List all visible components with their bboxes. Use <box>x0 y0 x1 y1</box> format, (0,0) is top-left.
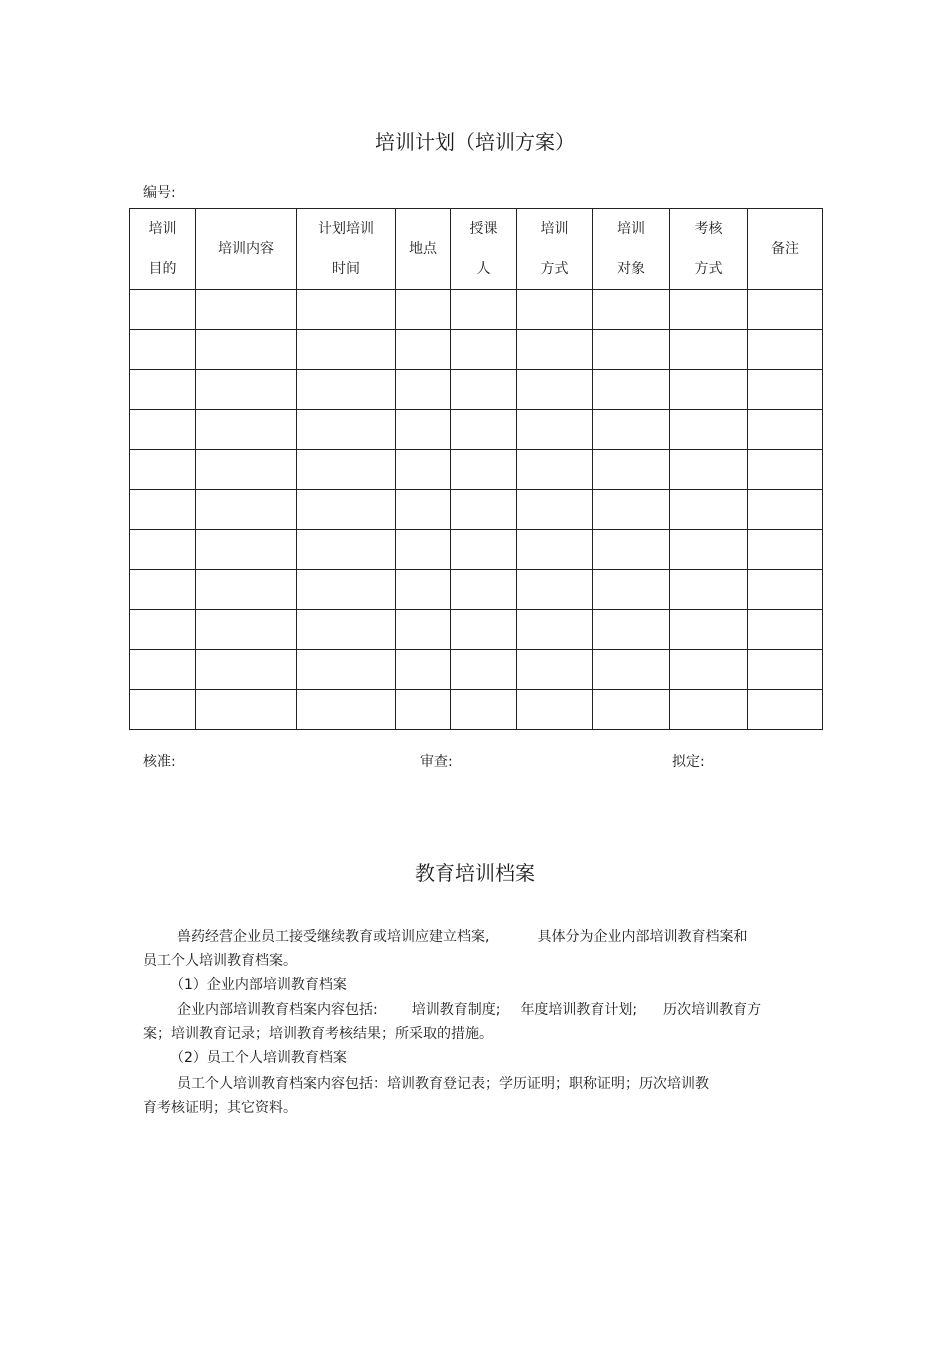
table-cell <box>451 650 517 690</box>
table-cell <box>593 330 670 370</box>
table-cell <box>396 530 451 570</box>
table-cell <box>517 530 593 570</box>
table-cell <box>130 450 196 490</box>
table-row <box>130 690 823 730</box>
table-cell <box>593 650 670 690</box>
table-cell <box>451 450 517 490</box>
table-cell <box>748 530 823 570</box>
table-cell <box>517 330 593 370</box>
archive-title: 教育培训档案 <box>415 861 535 885</box>
serial-number-label: 编号: <box>143 185 176 201</box>
table-cell <box>297 290 396 330</box>
table-cell <box>748 450 823 490</box>
table-cell <box>297 610 396 650</box>
table-cell <box>517 650 593 690</box>
table-row <box>130 370 823 410</box>
table-cell <box>517 610 593 650</box>
table-cell <box>396 450 451 490</box>
table-cell <box>748 690 823 730</box>
table-cell <box>670 690 748 730</box>
table-row <box>130 530 823 570</box>
table-cell <box>396 650 451 690</box>
table-cell <box>593 490 670 530</box>
table-cell <box>396 330 451 370</box>
header-assessment: 考核 方式 <box>670 209 748 290</box>
paragraph-3-line-1: 员工个人培训教育档案内容包括：培训教育登记表；学历证明；职称证明；历次培训教 <box>177 1076 709 1092</box>
table-cell <box>593 610 670 650</box>
table-cell <box>297 490 396 530</box>
table-cell <box>196 410 297 450</box>
table-cell <box>593 370 670 410</box>
table-cell <box>130 610 196 650</box>
table-cell <box>396 490 451 530</box>
table-cell <box>451 690 517 730</box>
header-instructor: 授课 人 <box>451 209 517 290</box>
table-body <box>130 290 823 730</box>
table-cell <box>670 490 748 530</box>
table-cell <box>130 530 196 570</box>
paragraph-2-line-1: 企业内部培训教育档案内容包括: 培训教育制度; 年度培训教育计划; 历次培训教育方 <box>177 1002 762 1018</box>
heading-internal-archive: （1）企业内部培训教育档案 <box>170 977 347 993</box>
header-content: 培训内容 <box>196 209 297 290</box>
table-cell <box>396 610 451 650</box>
table-cell <box>297 410 396 450</box>
table-cell <box>748 410 823 450</box>
table-cell <box>451 610 517 650</box>
header-remarks: 备注 <box>748 209 823 290</box>
table-row <box>130 410 823 450</box>
table-cell <box>196 370 297 410</box>
table-cell <box>130 690 196 730</box>
table-cell <box>670 410 748 450</box>
table-cell <box>451 410 517 450</box>
table-cell <box>396 570 451 610</box>
table-cell <box>748 370 823 410</box>
table-cell <box>196 290 297 330</box>
table-row <box>130 570 823 610</box>
table-cell <box>593 570 670 610</box>
table-cell <box>517 450 593 490</box>
paragraph-2-line-2: 案；培训教育记录；培训教育考核结果；所采取的措施。 <box>143 1026 493 1042</box>
table-cell <box>670 650 748 690</box>
heading-personal-archive: （2）员工个人培训教育档案 <box>170 1050 347 1066</box>
table-cell <box>670 450 748 490</box>
table-row <box>130 330 823 370</box>
table-cell <box>196 570 297 610</box>
table-cell <box>130 330 196 370</box>
table-cell <box>593 410 670 450</box>
table-cell <box>517 370 593 410</box>
table-cell <box>670 530 748 570</box>
table-row <box>130 450 823 490</box>
table-cell <box>670 290 748 330</box>
table-cell <box>451 490 517 530</box>
header-method: 培训 方式 <box>517 209 593 290</box>
table-cell <box>451 570 517 610</box>
table-cell <box>451 370 517 410</box>
table-cell <box>670 370 748 410</box>
table-cell <box>196 650 297 690</box>
table-cell <box>130 650 196 690</box>
table-cell <box>396 690 451 730</box>
table-cell <box>748 650 823 690</box>
table-cell <box>748 610 823 650</box>
table-cell <box>593 450 670 490</box>
table-cell <box>396 290 451 330</box>
table-cell <box>297 330 396 370</box>
table-cell <box>517 290 593 330</box>
table-cell <box>130 570 196 610</box>
table-row <box>130 490 823 530</box>
table-cell <box>196 610 297 650</box>
plan-title: 培训计划（培训方案） <box>375 130 575 154</box>
table-cell <box>130 410 196 450</box>
header-purpose: 培训 目的 <box>130 209 196 290</box>
training-plan-table <box>129 208 823 730</box>
table-cell <box>670 570 748 610</box>
paragraph-1-line-2: 员工个人培训教育档案。 <box>143 953 297 969</box>
table-cell <box>451 330 517 370</box>
table-cell <box>593 290 670 330</box>
approve-label: 核准: <box>143 754 176 770</box>
paragraph-1-line-1: 兽药经营企业员工接受继续教育或培训应建立档案, 具体分为企业内部培训教育档案和 <box>177 929 748 945</box>
table-cell <box>748 290 823 330</box>
table-cell <box>196 530 297 570</box>
table-cell <box>297 450 396 490</box>
table-cell <box>297 570 396 610</box>
table-cell <box>517 570 593 610</box>
table-cell <box>297 530 396 570</box>
table-cell <box>517 490 593 530</box>
table-cell <box>130 370 196 410</box>
table-cell <box>670 610 748 650</box>
table-cell <box>130 490 196 530</box>
table-cell <box>517 410 593 450</box>
header-target: 培训 对象 <box>593 209 670 290</box>
table-row <box>130 610 823 650</box>
header-planned-time: 计划培训 时间 <box>297 209 396 290</box>
table-cell <box>196 450 297 490</box>
table-cell <box>748 570 823 610</box>
table-cell <box>196 490 297 530</box>
table-cell <box>670 330 748 370</box>
table-cell <box>130 290 196 330</box>
table-cell <box>396 370 451 410</box>
paragraph-3-line-2: 育考核证明；其它资料。 <box>143 1100 297 1116</box>
table-row <box>130 650 823 690</box>
table-cell <box>297 690 396 730</box>
table-cell <box>297 370 396 410</box>
table-row <box>130 290 823 330</box>
review-label: 审查: <box>420 754 453 770</box>
table-cell <box>748 330 823 370</box>
table-cell <box>297 650 396 690</box>
table-cell <box>196 690 297 730</box>
table-cell <box>451 290 517 330</box>
table-cell <box>748 490 823 530</box>
table-cell <box>451 530 517 570</box>
table-cell <box>396 410 451 450</box>
table-cell <box>517 690 593 730</box>
table-cell <box>593 690 670 730</box>
table-cell <box>593 530 670 570</box>
header-location: 地点 <box>396 209 451 290</box>
table-cell <box>196 330 297 370</box>
draft-label: 拟定: <box>672 754 705 770</box>
table-header-row <box>130 209 823 290</box>
